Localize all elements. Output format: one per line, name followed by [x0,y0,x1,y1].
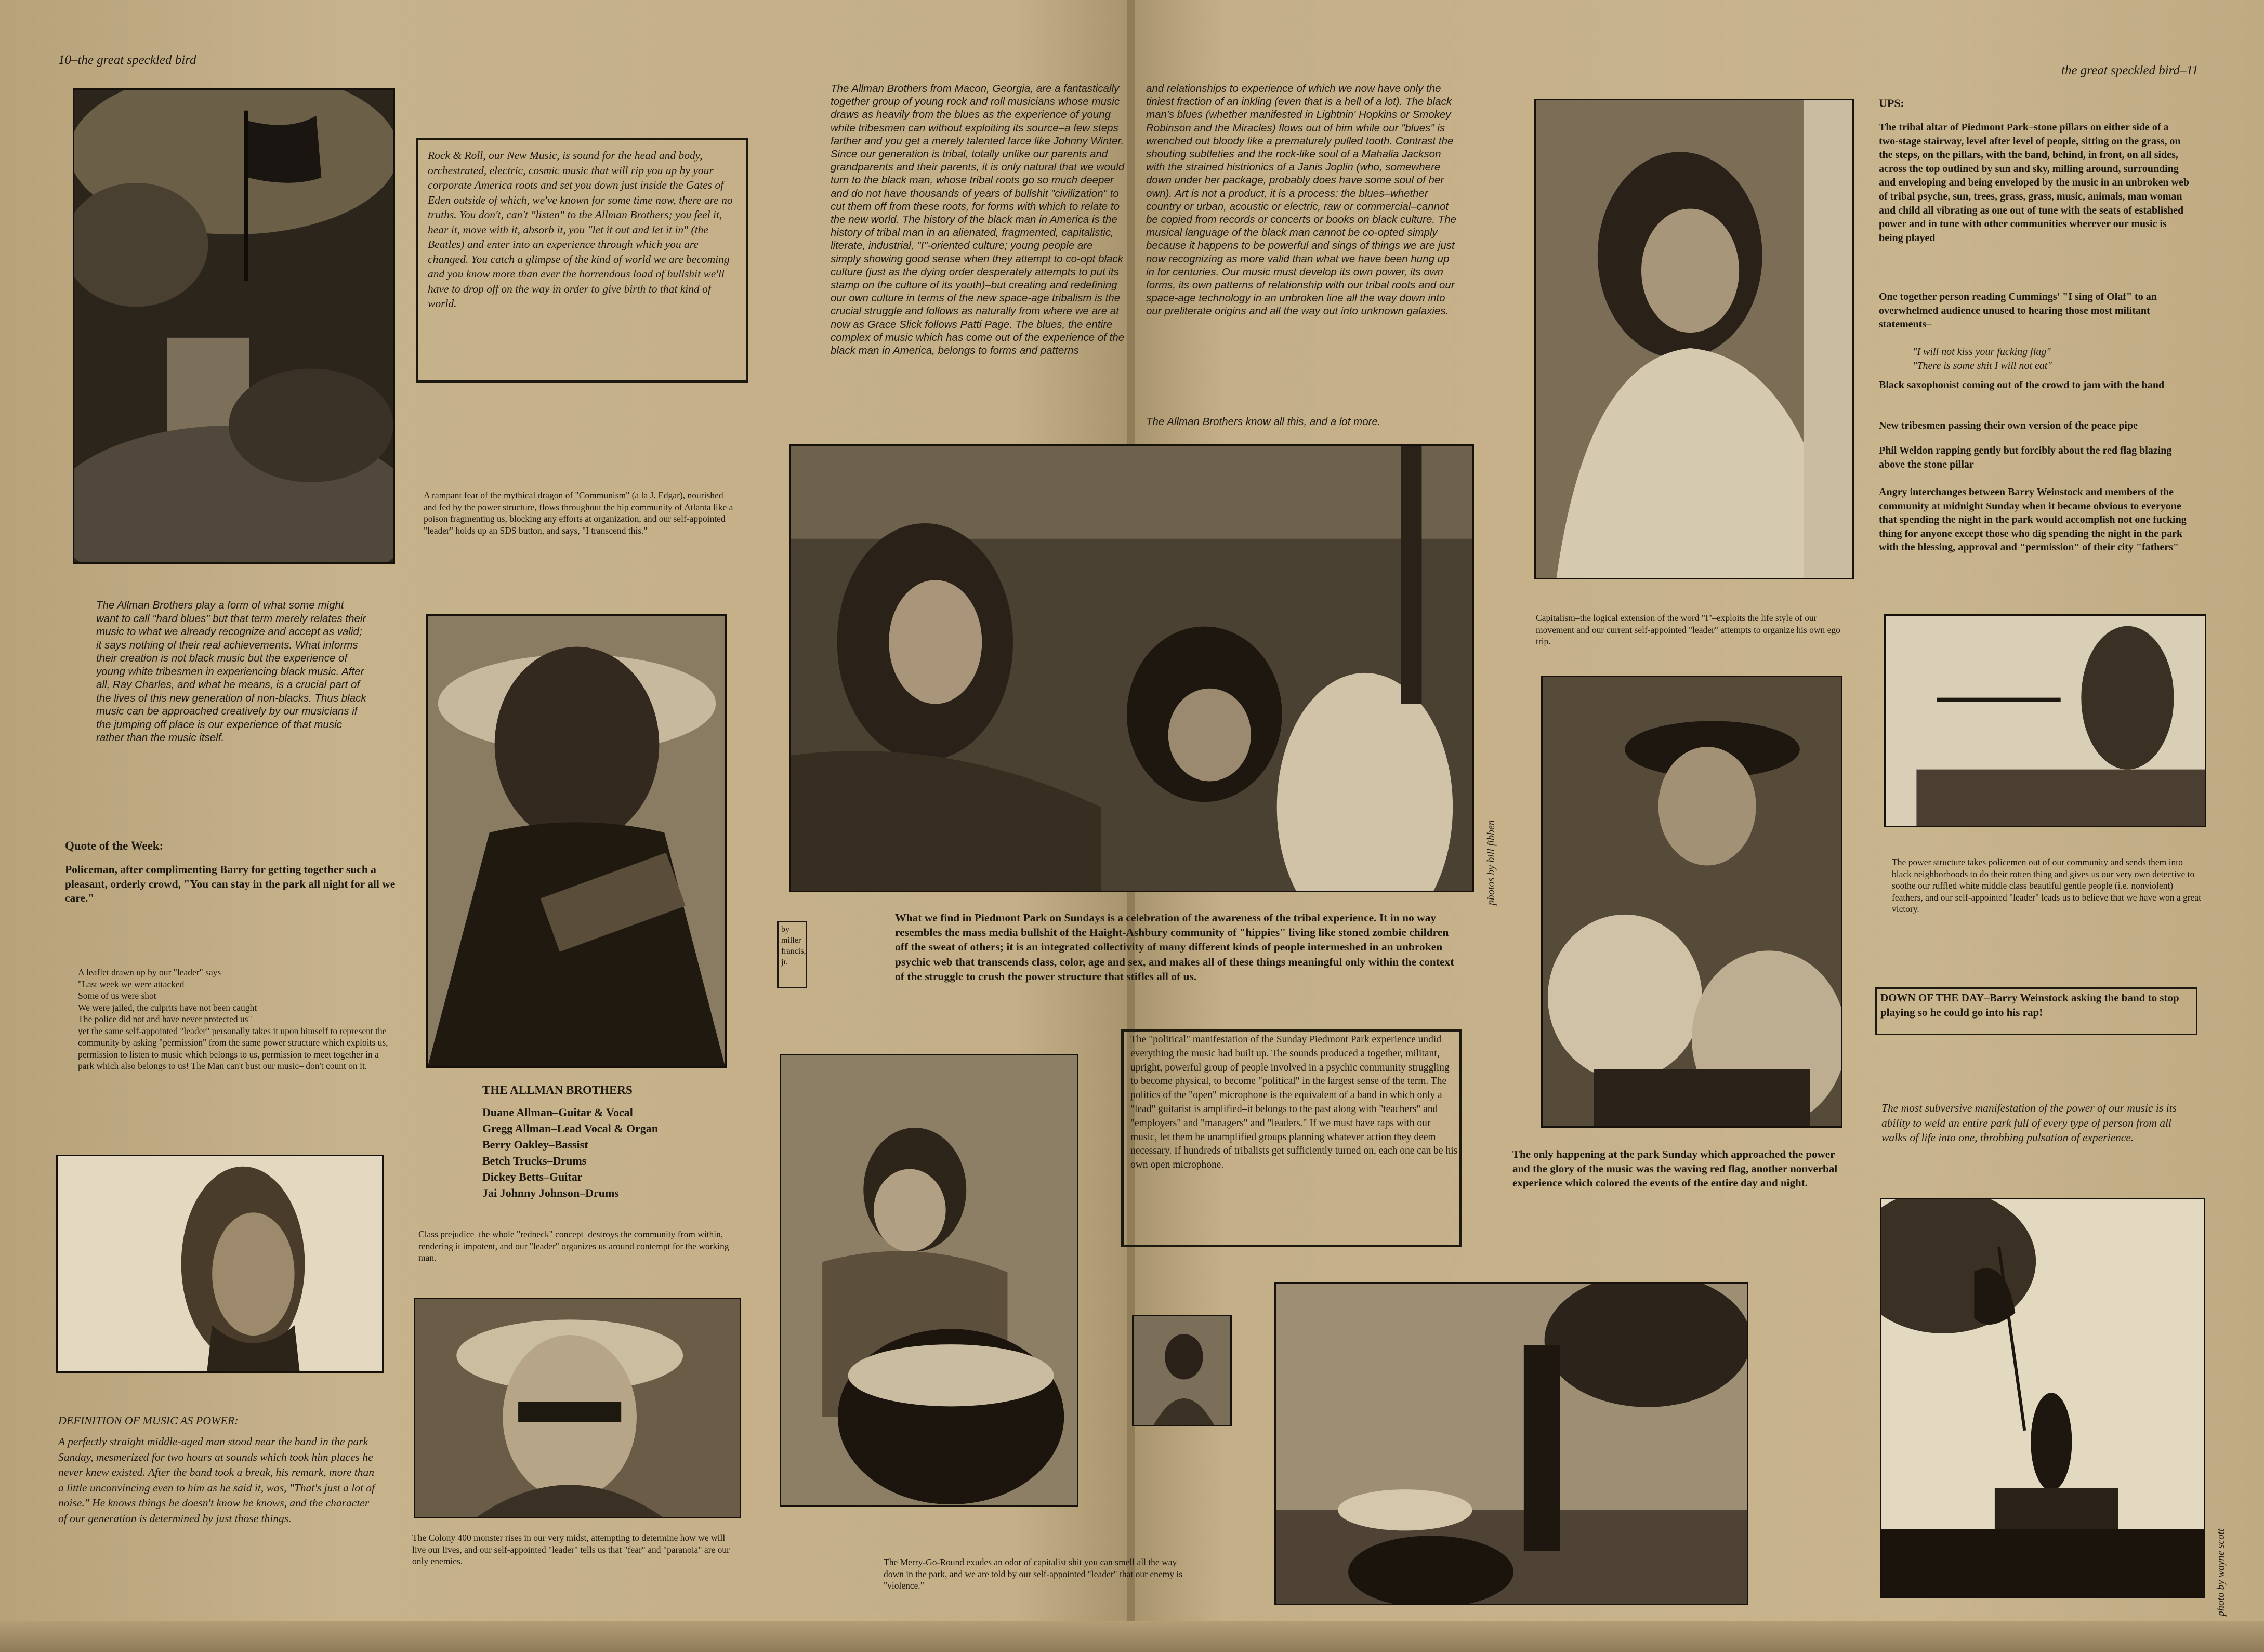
only-happening-text: The only happening at the park Sunday which approached the power and the glory of the music was the waving red flag, another nonverbal experience which colored the events of the entire day and night. [1512,1148,1838,1189]
photo-hat-sunglasses [414,1298,741,1518]
photo-man-at-microphone [1132,1315,1232,1426]
know-all-this: The Allman Brothers know all this, and a lot more. [1146,416,1381,428]
macon-column-1: The Allman Brothers from Macon, Georgia, are a fantastically together group of young rock and roll musicians whose music draws as heavily from the blues as the experience of young white tribesmen can without exploiting its source–a few steps farther and you get a merely talented farce like Johnny Winter. Since our generation is tribal, totally unlike our parents and grandparents and their parents, it is only natural that we would turn to the black man, whose tribal roots go so much deeper and do not have thousands of years of bullshit "civilization" to cut them off from these roots, for forms with which to relate to the new world. The history of the black man in America is the history of tribal man in an alienated, fragmented, capitalistic, literate, industrial, "I"-oriented culture; young people are simply showing good sense when they attempt to co-opt black culture (just as the dying order desperately attempts to put its stamp on the culture of its youth)–but creating and redefining our own culture in terms of the new space-age tribalism is the crucial struggle and follows as naturally from where we are at now as Grace Slick follows Patti Page. The blues, the entire complex of music which has come out of the experience of the black man in America, belongs to forms and patterns [831,83,1125,357]
political-text: The "political" manifestation of the Sunday Piedmont Park experience undid everything the music had built up. The sounds produced a together, militant, upright, powerful group of people involved in a psychic community struggling to become physical, to become "political" in the largest sense of the term. The politics of the "open" microphone is the equivalent of a band in which only a "lead" guitarist is amplified–it belongs to the past along with "teachers" and "employers" and "managers" and "leaders." If we must have raps with our music, let them be unamplified groups planning whatever action they deem necessary. If hundreds of tribalists get sufficiently turned on, each one can be his own open microphone. [1130,1034,1458,1171]
macon-column-2: and relationships to experience of which we now have only the tiniest fraction of an inkling (even that is a hell of a lot). The black man's blues (whether manifested in Lightnin' Hopkins or Smokey Robinson and the Miracles) flows out of him while our "blues" is wrenched out bloody like a prematurely pulled tooth. Contrast the shouting subtleties and the rock-like soul of a Mahalia Jackson with the strained histrionics of a Janis Joplin (who, somewhere down under her package, probably does have some soul of her own). Art is not a product, it is a process: the blues–whether country or urban, acoustic or electric, raw or commercial–cannot be copied from records or concerts or books on black culture. The musical language of the black man cannot be co-opted simply because it happens to be powerful and sings of things we are just now recognizing as more valid than what we have been hung up in for centuries. Our music must develop its own power, its own forms, its own patterns of relationship with our tribal roots and our space-age technology in an unbroken line all the way down into our preliterate origins and all the way out into unknown galaxies. [1146,83,1457,318]
leaflet-text: A leaflet drawn up by our "leader" says "Last week we were attacked Some of us were shot We were jailed, the culprits have not been caught The police did not and have never protected us" yet the same self-appointed "leader" personally takes it upon himself to represent the community by asking "permission" from the same power structure which exploits us, permission to listen to music which belongs to us, permission to meet together in a park which also belongs to us! The Man can't bust our music– don't count on it. [78,967,388,1071]
photo-bearded-man [56,1155,384,1373]
communism-caption: A rampant fear of the mythical dragon of "Communism" (a la J. Edgar), nourished and fed by the power structure, flows throughout the hip community of Atlanta like a poison fragmenting us, blocking any efforts at organization, and our self-appointed "leader" holds up an SDS button, and says, "I transcend this." [424,490,733,536]
power-structure-caption: The power structure takes policemen out of our community and sends them into black neighborhoods to do their rotten thing and gives us our very own detective to soothe our ruffled white middle class beautiful gentle people (i.e. nonviolent) feathers, and our self-appointed "leader" leads us to believe that we have won a great victory. [1892,857,2201,914]
photo-hat-guitarist [426,614,727,1068]
photo-central-crowd [789,444,1474,892]
ups-item-5: Phil Weldon rapping gently but forcibly about the red flag blazing above the stone pillar [1879,445,2172,470]
piedmont-main-text: What we find in Piedmont Park on Sundays is a celebration of the awareness of the tribal experience. It in no way resembles the mass media bullshit of the Haight-Ashbury community of "hippies" living like stoned zombie children off the sweat of others; it is an integrated collectivity of many different kinds of people intermeshed in an unbroken psychic web that transcends class, color, age and sex, and makes all of these things meaningful only within the context of the struggle to crush the power structure that stifles all of us. [895,911,1454,983]
photo-flag-waver [1880,1198,2205,1598]
quote-heading: Quote of the Week: [65,839,164,852]
down-of-day-text: DOWN OF THE DAY–Barry Weinstock asking the band to stop playing so he could go into his rap! [1880,992,2179,1019]
photo-band-on-stage [1274,1282,1748,1605]
photo-singer-microphone [1884,614,2206,827]
ups-item-3: Black saxophonist coming out of the crowd to jam with the band [1879,379,2165,391]
paper-bottom-edge [0,1621,2264,1652]
band-member: Gregg Allman–Lead Vocal & Organ [482,1122,659,1135]
colony-caption: The Colony 400 monster rises in our very midst, attempting to determine how we will live our lives, and our self-appointed "leader" tells us that "fear" and "paranoia" are our only enemies. [412,1532,730,1566]
photo-drummer-glasses [780,1054,1078,1507]
ups-quote: "I will not kiss your fucking flag" "There is some shit I will not eat" [1913,346,2052,372]
folio-left: 10–the great speckled bird [58,53,196,67]
class-prejudice-caption: Class prejudice–the whole "redneck" concept–destroys the community from within, rendering it impotent, and our "leader" organizes us around contempt for the working man. [418,1229,729,1263]
ups-item-2: One together person reading Cummings' "I sing of Olaf" to an overwhelmed audience unused to hearing those most militant statements– [1879,291,2157,331]
ups-item-4: New tribesmen passing their own version of the peace pipe [1879,420,2138,431]
intro-text: Rock & Roll, our New Music, is sound for the head and body, orchestrated, electric, cosmic music that will rip you up by your corporate America roots and set you down just inside the Gates of Eden outside of which, we've known for some time now, there are no truths. You don't, can't "listen" to the Allman Brothers; you feel it, hear it, move with it, absorb it, you "let it out and let it in" (the Beatles) and enter into an experience through which you are changed. You catch a glimpse of the kind of world we are becoming and you know more than ever the horrendous load of bullshit we'll have to drop off on the way in order to give birth to that kind of world. [428,149,733,310]
ups-item-6: Angry interchanges between Barry Weinstock and members of the community at midnight Sunday when it became obvious to everyone that spending the night in the park would accomplish not one fucking thing for anyone except those who dig spending the night in the park with the blessing, approval and "permission" of their city "fathers" [1879,486,2187,553]
ups-item-1: The tribal altar of Piedmont Park–stone pillars on either side of a two-stage stairway, level after level of people, sitting on the grass, on the steps, on the pillars, with the band, behind, in front, on all sides, across the top outlined by sun and sky, milling around, surrounding and enveloping and being enveloped by the music in an unbroken web of tribal psyche, sun, trees, grass, grass, music, animals, man woman and child all vibrating as one out of tune with the seats of established power and in tune with other communities wherever our music is being played [1879,122,2190,244]
band-member: Dickey Betts–Guitar [482,1170,583,1183]
photo-drummer-hat [1541,676,1842,1128]
band-member-list [482,1104,773,1201]
capitalism-caption: Capitalism–the logical extension of the word "I"–exploits the life style of our movement and our current self-appointed "leader" attempts to organize his own ego trip. [1536,613,1840,646]
folio-right: the great speckled bird–11 [2061,63,2199,77]
merry-go-round-caption: The Merry-Go-Round exudes an odor of capitalist shit you can smell all the way down in the park, and we are told by our self-appointed "leader" that our enemy is "violence." [884,1557,1183,1591]
band-member: Berry Oakley–Bassist [482,1138,588,1151]
photo-flag-crowd [73,88,395,564]
definition-body: A perfectly straight middle-aged man stood near the band in the park Sunday, mesmerized for two hours at sounds which took him places he never knew existed. After the band took a break, his remark, more than a little unconvincing even to him as he said it, was, "That's just a lot of noise." He knows things he doesn't know he knows, and the character of our generation is determined by just those things. [58,1435,375,1525]
quote-body: Policeman, after complimenting Barry for getting together such a pleasant, orderly crowd, "You can stay in the park all night for all we care." [65,863,396,904]
band-member: Duane Allman–Guitar & Vocal [482,1106,633,1119]
byline: by miller francis, jr. [781,925,806,967]
photo-woman-blanket [1534,99,1854,579]
hard-blues-text: The Allman Brothers play a form of what some might want to call "hard blues" but that term merely relates their music to what we already recognize and accept as valid; it says nothing of their real achievements. What informs their creation is not black music but the experience of young white tribesmen in experiencing black music. After all, Ray Charles, and what he means, is a crucial part of the lives of this new generation of non-blacks. Thus black music can be approached creatively by our musicians if the jumping off place is our experience of that music rather than the music itself. [96,599,366,744]
band-heading: THE ALLMAN BROTHERS [482,1083,633,1096]
band-member: Betch Trucks–Drums [482,1154,587,1167]
photo-credit-scott: photo by wayne scott [2215,1528,2227,1616]
definition-heading: DEFINITION OF MUSIC AS POWER: [58,1414,239,1427]
photo-credit-fibben: photos by bill fibben [1485,820,1497,905]
subversive-text: The most subversive manifestation of the power of our music is its ability to weld an entire park full of every type of person from all walks of life into one, throbbing pulsation of experience. [1881,1102,2177,1144]
band-member: Jai Johnny Johnson–Drums [482,1186,619,1199]
ups-heading: UPS: [1879,97,1904,110]
